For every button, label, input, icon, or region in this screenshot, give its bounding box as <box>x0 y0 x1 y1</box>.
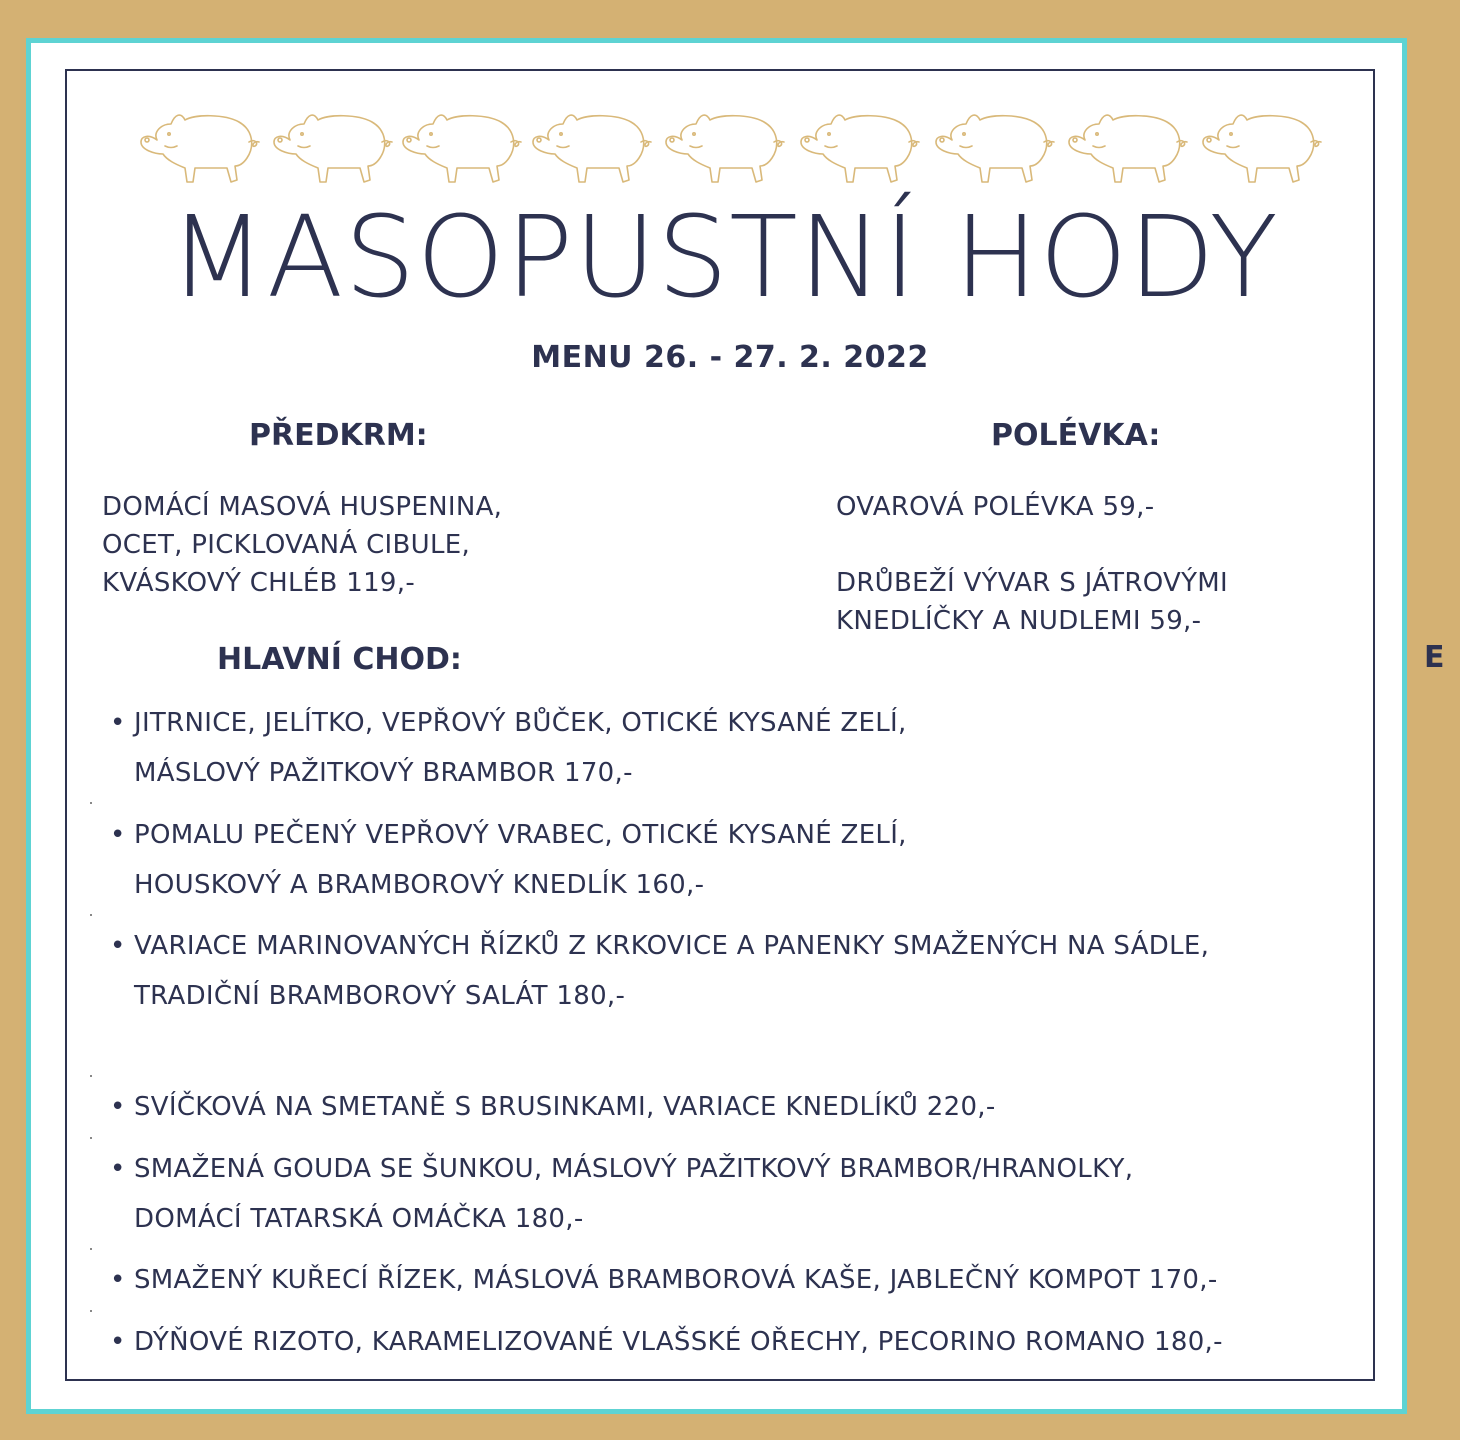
starter-line: DOMÁCÍ MASOVÁ HUSPENINA, <box>102 492 503 522</box>
list-item <box>110 921 1209 1021</box>
starter-heading: PŘEDKRM: <box>249 418 428 453</box>
soup-heading: POLÉVKA: <box>991 418 1161 453</box>
pig-icon <box>141 115 259 182</box>
bullet: • <box>110 931 126 961</box>
soup-item-line: KNEDLÍČKY A NUDLEMI 59,- <box>836 606 1202 636</box>
cropped-edge-letter: E <box>1424 640 1445 675</box>
bullet: • <box>110 1265 126 1295</box>
list-item-line: MÁSLOVÝ PAŽITKOVÝ BRAMBOR 170,- <box>134 758 633 788</box>
list-item-line: SVÍČKOVÁ NA SMETANĚ S BRUSINKAMI, VARIACE KNEDLÍKŮ 220,- <box>134 1092 996 1122</box>
pig-icon <box>801 115 919 182</box>
pig-icon <box>1203 115 1321 182</box>
main-course-heading: HLAVNÍ CHOD: <box>217 642 462 677</box>
menu-date: MENU 26. - 27. 2. 2022 <box>531 340 929 375</box>
pig-icon <box>403 115 521 182</box>
pig-border-decoration <box>135 100 1330 185</box>
stray-dot <box>90 1137 92 1139</box>
bullet: • <box>110 1327 126 1357</box>
list-item-line: DOMÁCÍ TATARSKÁ OMÁČKA 180,- <box>134 1204 584 1234</box>
list-item <box>110 810 907 910</box>
soup-item: OVAROVÁ POLÉVKA 59,- <box>836 492 1155 522</box>
list-item <box>110 1144 1133 1244</box>
stray-dot <box>90 1248 92 1250</box>
list-item-line: JITRNICE, JELÍTKO, VEPŘOVÝ BŮČEK, OTICKÉ KYSANÉ ZELÍ, <box>134 708 907 738</box>
stray-dot <box>90 914 92 916</box>
starter-line: OCET, PICKLOVANÁ CIBULE, <box>102 530 471 560</box>
bullet: • <box>110 1092 126 1122</box>
list-item <box>110 1082 996 1132</box>
pig-icon <box>533 115 651 182</box>
list-item-line: TRADIČNÍ BRAMBOROVÝ SALÁT 180,- <box>134 981 626 1011</box>
pig-icon <box>274 115 392 182</box>
pig-icon <box>936 115 1054 182</box>
starter-line: KVÁSKOVÝ CHLÉB 119,- <box>102 568 416 598</box>
pig-icon <box>666 115 784 182</box>
stray-dot <box>90 1075 92 1077</box>
list-item-line: HOUSKOVÝ A BRAMBOROVÝ KNEDLÍK 160,- <box>134 870 705 900</box>
pig-icon <box>1069 115 1187 182</box>
stray-dot <box>90 802 92 804</box>
list-item <box>110 1255 1218 1305</box>
list-item-line: POMALU PEČENÝ VEPŘOVÝ VRABEC, OTICKÉ KYSANÉ ZELÍ, <box>134 820 907 850</box>
list-item-line: SMAŽENÝ KUŘECÍ ŘÍZEK, MÁSLOVÁ BRAMBOROVÁ KAŠE, JABLEČNÝ KOMPOT 170,- <box>134 1265 1218 1295</box>
page-title: MASOPUSTNÍ HODY <box>169 193 1279 323</box>
list-item-line: DÝŇOVÉ RIZOTO, KARAMELIZOVANÉ VLAŠSKÉ OŘECHY, PECORINO ROMANO 180,- <box>134 1327 1223 1357</box>
list-item <box>110 1317 1223 1367</box>
list-item-line: SMAŽENÁ GOUDA SE ŠUNKOU, MÁSLOVÝ PAŽITKOVÝ BRAMBOR/HRANOLKY, <box>134 1154 1134 1184</box>
soup-item-line: DRŮBEŽÍ VÝVAR S JÁTROVÝMI <box>836 568 1229 598</box>
list-item <box>110 698 907 798</box>
bullet: • <box>110 1154 126 1184</box>
bullet: • <box>110 820 126 850</box>
list-item-line: VARIACE MARINOVANÝCH ŘÍZKŮ Z KRKOVICE A PANENKY SMAŽENÝCH NA SÁDLE, <box>134 931 1210 961</box>
stray-dot <box>90 1310 92 1312</box>
bullet: • <box>110 708 126 738</box>
